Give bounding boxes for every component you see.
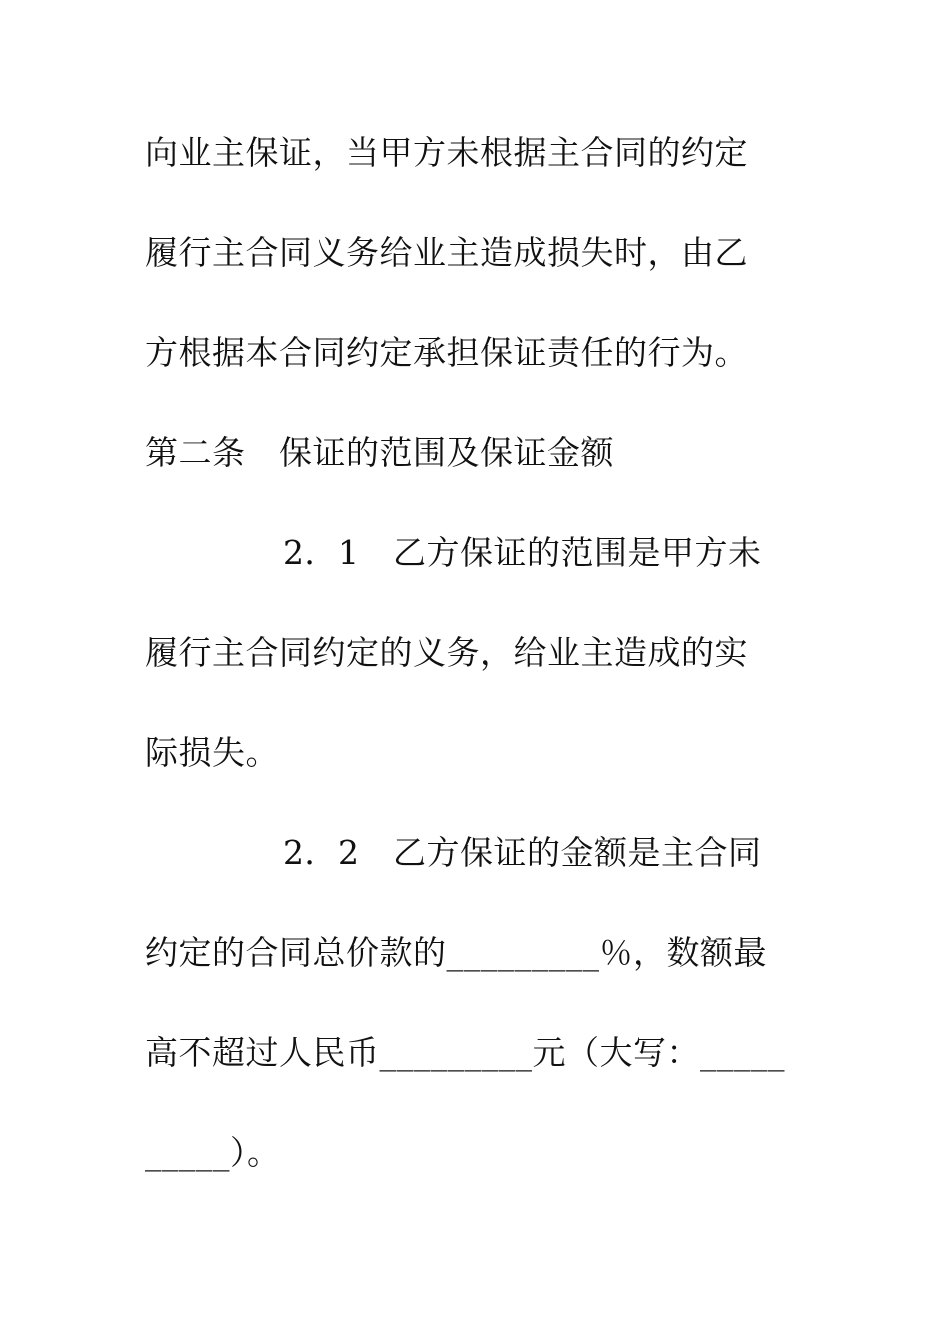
paragraph-line-with-blank: 高不超过人民币_________元（大写：_____ xyxy=(145,1033,785,1072)
paragraph-line: 履行主合同约定的义务，给业主造成的实 xyxy=(145,633,748,672)
paragraph-line-with-blank: 约定的合同总价款的_________％，数额最 xyxy=(145,933,767,972)
paragraph-line: 履行主合同义务给业主造成损失时，由乙 xyxy=(145,233,748,272)
paragraph-line: 际损失。 xyxy=(145,733,279,772)
clause-2-1-start: 2．1 乙方保证的范围是甲方未 xyxy=(283,533,762,572)
paragraph-line: 向业主保证，当甲方未根据主合同的约定 xyxy=(145,133,748,172)
clause-2-2-start: 2．2 乙方保证的金额是主合同 xyxy=(283,833,762,872)
paragraph-line-with-blank: _____）。 xyxy=(145,1133,281,1172)
article-heading: 第二条 保证的范围及保证金额 xyxy=(145,433,614,472)
paragraph-line: 方根据本合同约定承担保证责任的行为。 xyxy=(145,333,748,372)
